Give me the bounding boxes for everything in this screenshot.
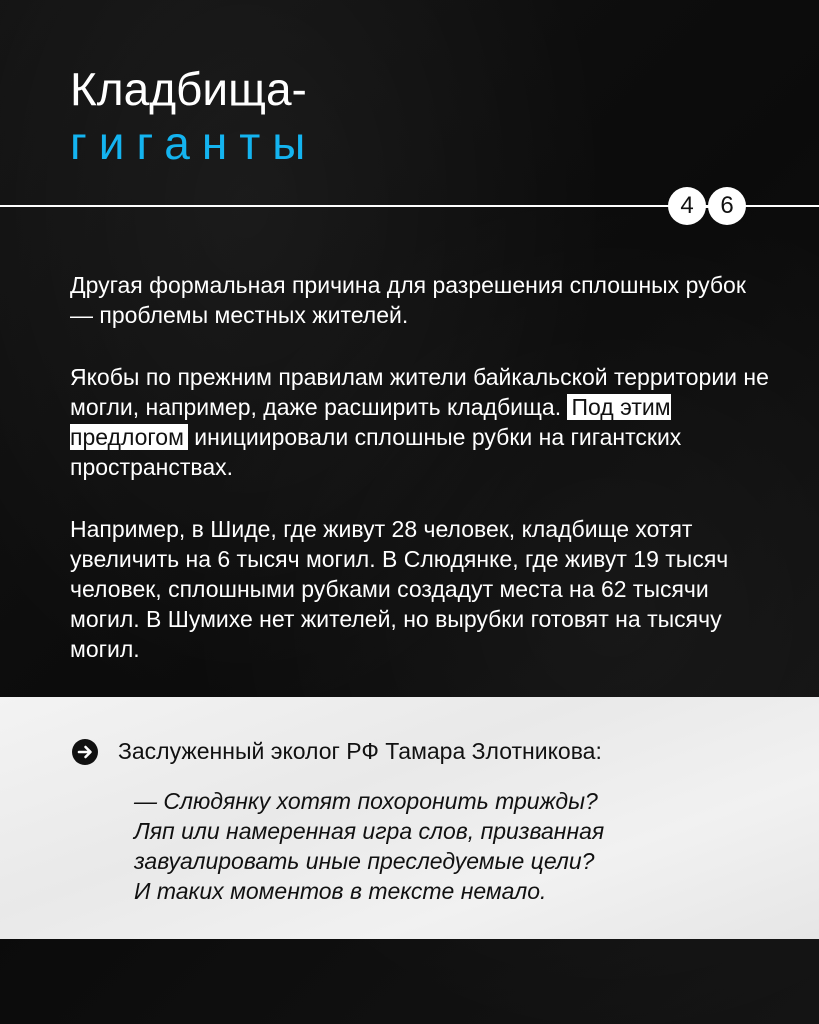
current-page-badge: 4 [668,187,706,225]
total-pages-badge: 6 [708,187,746,225]
title-line-1: Кладбища- [70,63,307,115]
paragraph-3: Например, в Шиде, где живут 28 человек, кладбище хотят увеличить на 6 тысяч могил. В Слюдянке, где живут 19 тысяч человек, сплошными рубками создадут места на 62 тысячи могил. В Шумихе нет жителей, но вырубки готовят на тысячу могил. [70,516,729,662]
paragraph-1: Другая формальная причина для разрешения сплошных рубок — проблемы местных жителей. [70,272,746,328]
quote-line: завуалировать иные преследуемые цели? [134,848,595,874]
paragraph-2 [70,362,770,482]
quote-line: Ляп или намеренная игра слов, призванная [134,818,605,844]
slide-title [70,62,317,170]
pager-dash [703,205,711,208]
quote-line: И таких моментов в тексте немало. [134,878,547,904]
highlighted-phrase: Под этим предлогом [70,394,671,450]
quote-author: Заслуженный эколог РФ Тамара Злотникова: [118,738,602,764]
arrow-right-circle-icon [72,739,98,765]
page-indicator [668,185,748,227]
paragraph-2-end: инициировали сплошные рубки на гигантских пространствах. [70,424,682,480]
quote-text [134,786,754,906]
quote-line: — Слюдянку хотят похоронить трижды? [134,788,598,814]
article-body [70,270,770,696]
paragraph-2-start: Якобы по прежним правилам жители байкальской территории не могли, например, даже расширить кладбища. [70,364,769,420]
title-line-2: гиганты [70,117,318,169]
